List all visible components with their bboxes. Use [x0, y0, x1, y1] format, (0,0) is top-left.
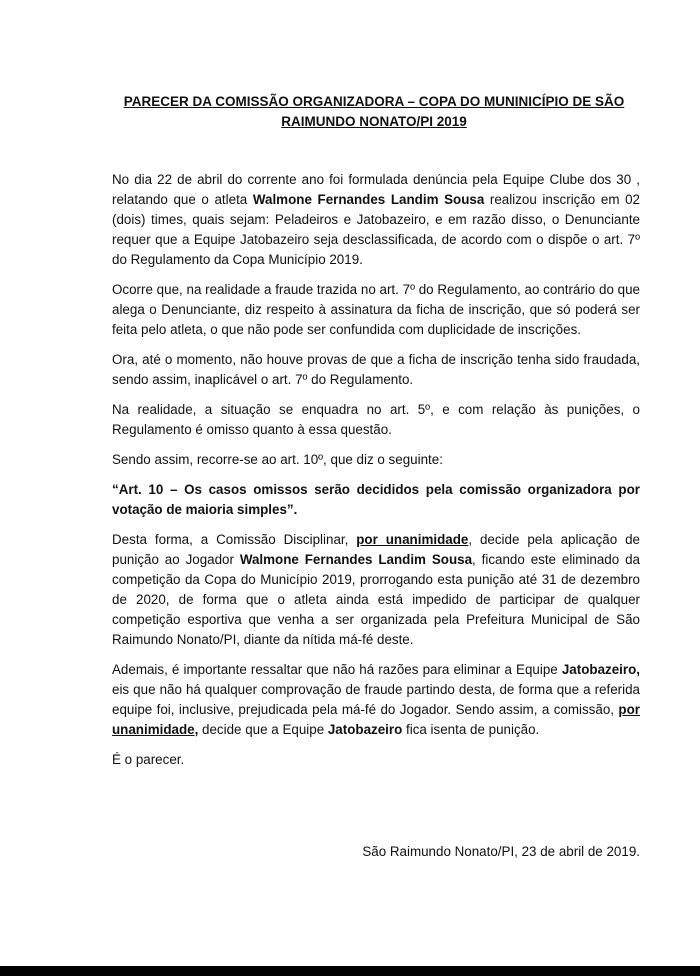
- athlete-name: Walmone Fernandes Landim Sousa: [252, 192, 485, 207]
- team-name-2: Jatobazeiro: [327, 722, 403, 737]
- closing-statement: É o parecer.: [112, 752, 185, 767]
- paragraph-6-text-c: , decide pela aplicação de punição ao Jogador: [112, 532, 640, 567]
- paragraph-6-text-e: , ficando este eliminado da competição da Copa do Município 2019, prorrogando esta punição até 31 de dezembro de 2020, de forma que o atleta ainda está impedido de participar de qualquer competição esportiva que venha a ser organizada pela Prefeitura Municipal de São Raimundo Nonato/PI, diante da nítida má-fé deste.: [112, 552, 640, 647]
- paragraph-2: Ocorre que, na realidade a fraude trazida no art. 7º do Regulamento, ao contrário do que alega o Denunciante, diz respeito à assinatura da ficha de inscrição, que só poderá ser feita pelo atleta, o que não pode ser confundida com duplicidade de inscrições.: [112, 282, 640, 337]
- document-body: [112, 170, 640, 780]
- paragraph-4: Na realidade, a situação se enquadra no art. 5º, e com relação às punições, o Regulamento é omisso quanto à essa questão.: [112, 402, 640, 437]
- unanimity-emphasis-2: por unanimidade,: [112, 702, 640, 737]
- paragraph-3: Ora, até o momento, não houve provas de que a ficha de inscrição tenha sido fraudada, sendo assim, inaplicável o art. 7º do Regulamento.: [112, 352, 640, 387]
- paragraph-7-text-g: fica isenta de punição.: [402, 722, 540, 737]
- page-bottom-border: [0, 966, 700, 976]
- paragraph-1: [112, 170, 640, 270]
- document-title: [100, 92, 648, 132]
- paragraph-1-text-a: No dia 22 de abril do corrente ano foi formulada denúncia pela Equipe Clube dos 30 , relatando que o atleta: [112, 172, 640, 207]
- paragraph-7: [112, 660, 640, 740]
- paragraph-6: [112, 530, 640, 650]
- title-line-2: RAIMUNDO NONATO/PI 2019: [281, 114, 467, 129]
- paragraph-6-text-a: Desta forma, a Comissão Disciplinar,: [112, 532, 357, 547]
- paragraph-7-text-e: decide que a Equipe: [198, 722, 328, 737]
- quoted-article: “Art. 10 – Os casos omissos serão decididos pela comissão organizadora por votação de maioria simples”.: [112, 482, 640, 517]
- place-and-date: São Raimundo Nonato/PI, 23 de abril de 2019.: [362, 844, 640, 859]
- unanimity-emphasis-1: por unanimidade: [356, 532, 469, 547]
- athlete-name-2: Walmone Fernandes Landim Sousa: [239, 552, 473, 567]
- paragraph-5: Sendo assim, recorre-se ao art. 10º, que diz o seguinte:: [112, 452, 443, 467]
- paragraph-1-text-c: realizou inscrição em 02 (dois) times, quais sejam: Peladeiros e Jatobazeiro, e em razão disso, o Denunciante requer que a Equipe Jatobazeiro seja desclassificada, de acordo com o dispõe o art. 7º do Regulamento da Copa Município 2019.: [112, 192, 640, 267]
- team-name-1: Jatobazeiro,: [561, 662, 640, 677]
- paragraph-7-text-a: Ademais, é importante ressaltar que não há razões para eliminar a Equipe: [112, 662, 562, 677]
- title-line-1: PARECER DA COMISSÃO ORGANIZADORA – COPA DO MUNINICÍPIO DE SÃO: [123, 94, 625, 109]
- paragraph-7-text-c: eis que não há qualquer comprovação de fraude partindo desta, de forma que a referida equipe foi, inclusive, prejudicada pela má-fé do Jogador. Sendo assim, a comissão,: [112, 682, 640, 717]
